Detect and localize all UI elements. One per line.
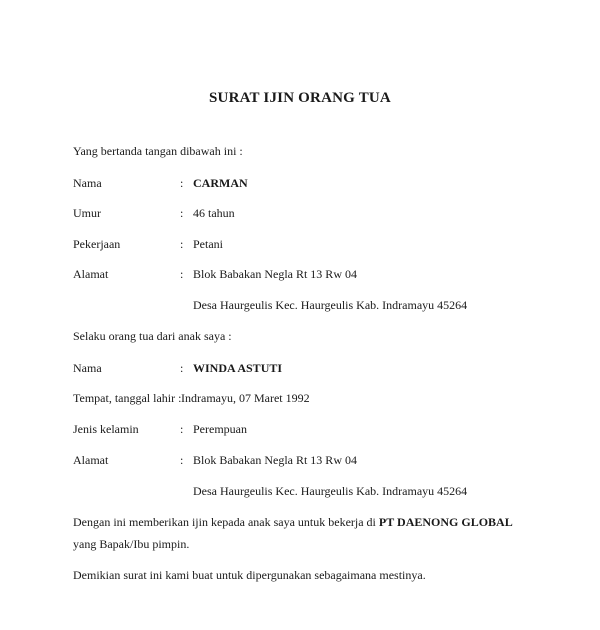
closing-text: Demikian surat ini kami buat untuk dipergunakan sebagaimana mestinya. [73, 568, 426, 582]
permission-text-before: Dengan ini memberikan ijin kepada anak saya untuk bekerja di [73, 515, 379, 529]
parent-address-label: Alamat [73, 267, 109, 281]
child-address-line1: Blok Babakan Negla Rt 13 Rw 04 [193, 453, 357, 467]
parent-address-line2: Desa Haurgeulis Kec. Haurgeulis Kab. Indramayu 45264 [193, 298, 468, 312]
parent-age-value: 46 tahun [193, 206, 235, 220]
child-gender-label: Jenis kelamin [73, 422, 139, 436]
child-name-label: Nama [73, 361, 102, 375]
parent-name-label: Nama [73, 176, 102, 190]
child-name-value: WINDA ASTUTI [193, 361, 283, 375]
parent-address-colon: : [180, 267, 184, 281]
child-address-label: Alamat [73, 453, 109, 467]
intro-text: Yang bertanda tangan dibawah ini : [73, 144, 243, 158]
company-name: PT DAENONG GLOBAL [378, 515, 513, 529]
permission-statement [73, 514, 513, 530]
child-address-line2: Desa Haurgeulis Kec. Haurgeulis Kab. Indramayu 45264 [193, 484, 468, 498]
child-intro-text: Selaku orang tua dari anak saya : [73, 329, 232, 343]
parent-name-value: CARMAN [193, 176, 248, 190]
parent-job-label: Pekerjaan [73, 237, 121, 251]
parent-job-colon: : [180, 237, 184, 251]
permission-text-after: yang Bapak/Ibu pimpin. [73, 537, 190, 551]
child-gender-value: Perempuan [193, 422, 247, 436]
parent-age-colon: : [180, 206, 184, 220]
parent-age-label: Umur [73, 206, 101, 220]
parent-address-line1: Blok Babakan Negla Rt 13 Rw 04 [193, 267, 357, 281]
child-birth-label: Tempat, tanggal lahir : [73, 391, 182, 405]
child-address-colon: : [180, 453, 184, 467]
child-birth-value: Indramayu, 07 Maret 1992 [181, 391, 310, 405]
child-gender-colon: : [180, 422, 184, 436]
parent-job-value: Petani [193, 237, 223, 251]
letter-title: SURAT IJIN ORANG TUA [209, 90, 391, 106]
parent-name-colon: : [180, 176, 184, 190]
child-name-colon: : [180, 361, 184, 375]
